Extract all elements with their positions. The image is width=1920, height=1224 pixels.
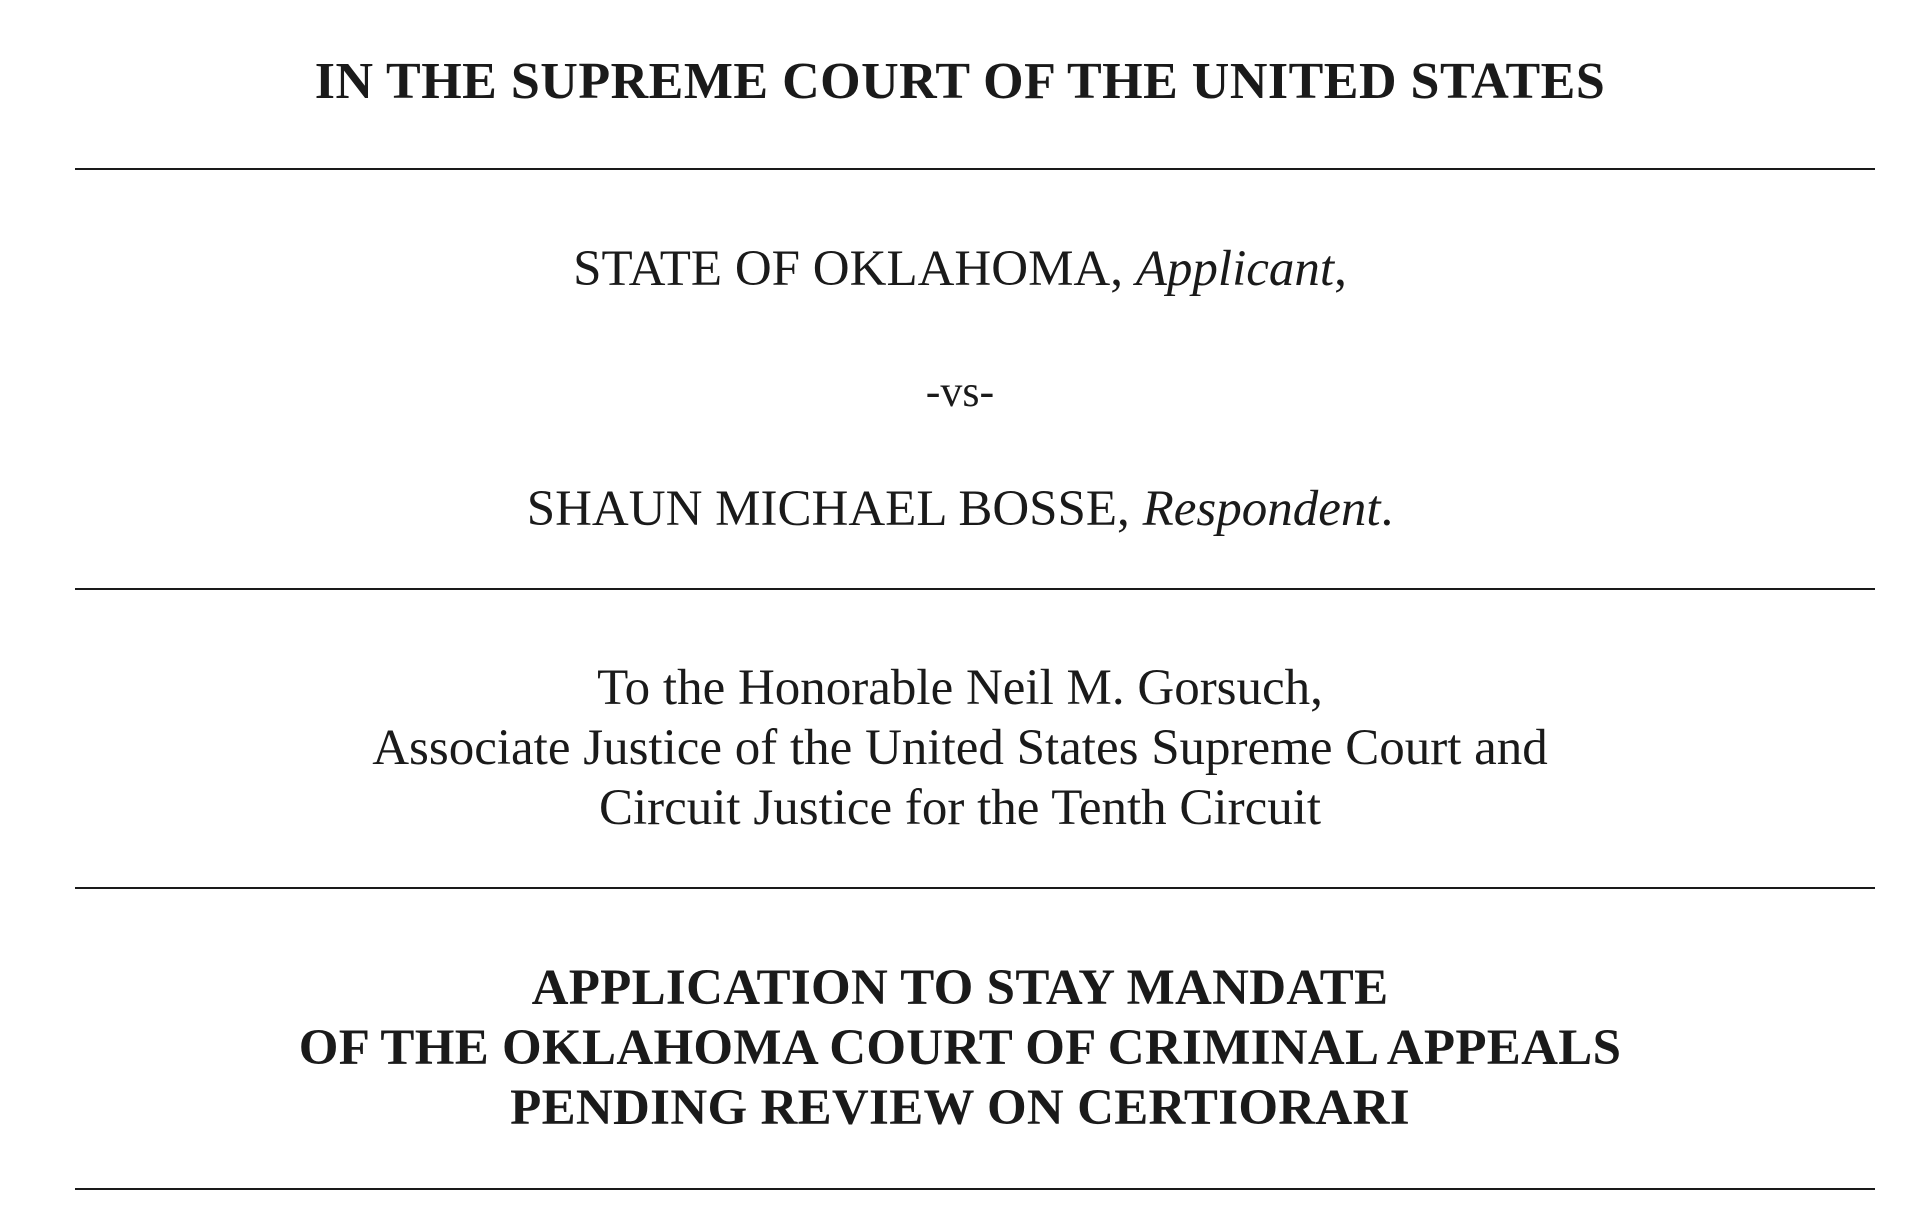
respondent-punctuation: . <box>1380 481 1394 537</box>
addressee-line: Circuit Justice for the Tenth Circuit <box>598 780 1322 836</box>
applicant-name: STATE OF OKLAHOMA, <box>573 241 1136 297</box>
versus-marker: -vs- <box>925 367 995 416</box>
respondent-name: SHAUN MICHAEL BOSSE, <box>526 481 1143 537</box>
applicant-punctuation: , <box>1334 241 1347 297</box>
respondent-line <box>0 480 1920 538</box>
divider-rule <box>75 887 1875 889</box>
divider-rule <box>75 168 1875 170</box>
divider-rule <box>75 1188 1875 1190</box>
addressee-line: Associate Justice of the United States Supreme Court and <box>372 720 1548 776</box>
applicant-line <box>0 240 1920 298</box>
addressee-line: To the Honorable Neil M. Gorsuch, <box>597 660 1323 716</box>
document-title-line: PENDING REVIEW ON CERTIORARI <box>510 1080 1410 1136</box>
court-heading: IN THE SUPREME COURT OF THE UNITED STATES <box>314 53 1606 110</box>
document-title-line: APPLICATION TO STAY MANDATE <box>531 960 1389 1016</box>
divider-rule <box>75 588 1875 590</box>
applicant-role: Applicant <box>1135 241 1335 297</box>
document-title-line: OF THE OKLAHOMA COURT OF CRIMINAL APPEALS <box>298 1020 1622 1076</box>
respondent-role: Respondent <box>1142 481 1381 537</box>
